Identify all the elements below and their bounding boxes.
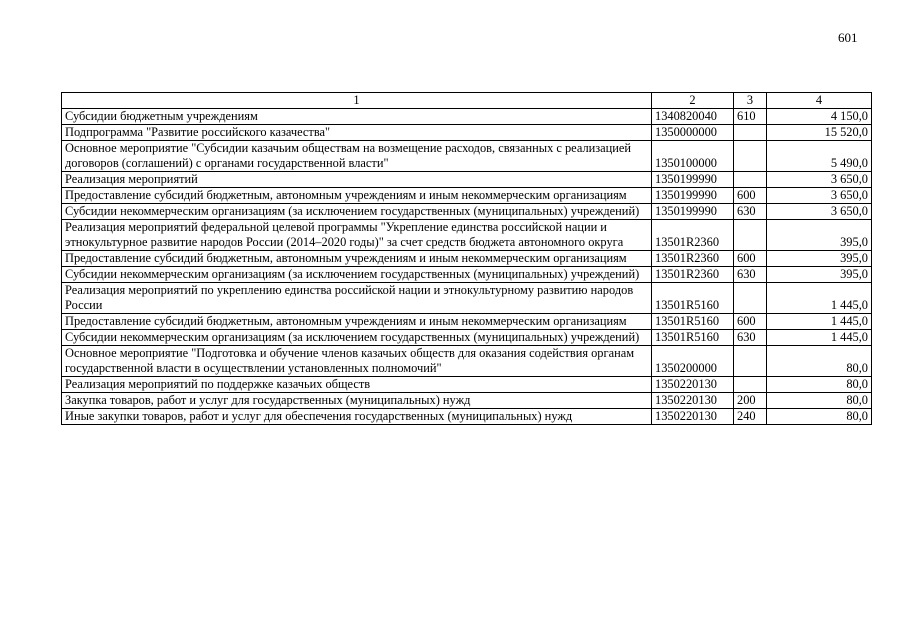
cell-name: Реализация мероприятий [62,172,652,188]
cell-type [734,125,767,141]
cell-code: 13501R5160 [652,330,734,346]
cell-amount: 1 445,0 [767,314,872,330]
table-row [62,188,872,204]
cell-type [734,346,767,377]
cell-name: Реализация мероприятий по укреплению единства российской нации и этнокультурному развитию народов России [62,283,652,314]
cell-name: Реализация мероприятий по поддержке казачьих обществ [62,377,652,393]
table-row [62,204,872,220]
cell-name: Предоставление субсидий бюджетным, автономным учреждениям и иным некоммерческим организациям [62,251,652,267]
cell-name: Основное мероприятие "Подготовка и обучение членов казачьих обществ для оказания содействия органам государственной власти в осуществлении установленных полномочий" [62,346,652,377]
cell-amount: 80,0 [767,346,872,377]
column-header-type: 3 [734,93,767,109]
cell-type [734,220,767,251]
table-row [62,141,872,172]
cell-code: 1350199990 [652,172,734,188]
cell-amount: 395,0 [767,267,872,283]
page-number: 601 [838,30,858,45]
cell-name: Закупка товаров, работ и услуг для государственных (муниципальных) нужд [62,393,652,409]
cell-amount: 15 520,0 [767,125,872,141]
column-header-code: 2 [652,93,734,109]
cell-code: 1350199990 [652,204,734,220]
cell-code: 1350220130 [652,393,734,409]
column-header-name: 1 [62,93,652,109]
cell-code: 13501R5160 [652,283,734,314]
cell-name: Субсидии некоммерческим организациям (за исключением государственных (муниципальных) учреждений) [62,267,652,283]
table-row [62,377,872,393]
cell-name: Подпрограмма "Развитие российского казачества" [62,125,652,141]
cell-name: Предоставление субсидий бюджетным, автономным учреждениям и иным некоммерческим организациям [62,314,652,330]
cell-type [734,172,767,188]
cell-type: 630 [734,330,767,346]
cell-type: 200 [734,393,767,409]
cell-name: Реализация мероприятий федеральной целевой программы "Укрепление единства российской нации и этнокультурное развитие народов России (2014–2020 годы)" за счет средств бюджета автономного округа [62,220,652,251]
cell-type: 600 [734,188,767,204]
cell-name: Предоставление субсидий бюджетным, автономным учреждениям и иным некоммерческим организациям [62,188,652,204]
cell-amount: 3 650,0 [767,188,872,204]
cell-type: 600 [734,314,767,330]
column-header-amount: 4 [767,93,872,109]
budget-table [61,92,872,425]
cell-type: 630 [734,267,767,283]
cell-name: Субсидии некоммерческим организациям (за исключением государственных (муниципальных) учреждений) [62,330,652,346]
cell-code: 1350199990 [652,188,734,204]
cell-name: Основное мероприятие "Субсидии казачьим обществам на возмещение расходов, связанных с реализацией договоров (соглашений) с органами государственной власти" [62,141,652,172]
cell-amount: 3 650,0 [767,172,872,188]
cell-name: Субсидии некоммерческим организациям (за исключением государственных (муниципальных) учреждений) [62,204,652,220]
cell-code: 1350100000 [652,141,734,172]
cell-code: 13501R2360 [652,251,734,267]
table-row [62,125,872,141]
cell-name: Иные закупки товаров, работ и услуг для обеспечения государственных (муниципальных) нужд [62,409,652,425]
table-row [62,283,872,314]
cell-amount: 80,0 [767,377,872,393]
table-row [62,393,872,409]
table-row [62,109,872,125]
cell-amount: 5 490,0 [767,141,872,172]
cell-code: 13501R5160 [652,314,734,330]
cell-code: 1350220130 [652,377,734,393]
cell-type: 630 [734,204,767,220]
cell-type: 240 [734,409,767,425]
table-row [62,220,872,251]
cell-amount: 1 445,0 [767,330,872,346]
cell-code: 1350000000 [652,125,734,141]
cell-code: 13501R2360 [652,267,734,283]
table-row [62,314,872,330]
cell-type: 600 [734,251,767,267]
cell-amount: 80,0 [767,409,872,425]
cell-amount: 4 150,0 [767,109,872,125]
cell-amount: 1 445,0 [767,283,872,314]
table-row [62,409,872,425]
table-row [62,267,872,283]
table-header-row [62,93,872,109]
cell-amount: 395,0 [767,220,872,251]
cell-type [734,283,767,314]
cell-code: 1350200000 [652,346,734,377]
cell-name: Субсидии бюджетным учреждениям [62,109,652,125]
table-row [62,251,872,267]
cell-type [734,377,767,393]
table-row [62,346,872,377]
cell-amount: 80,0 [767,393,872,409]
cell-type [734,141,767,172]
table-row [62,172,872,188]
cell-code: 1340820040 [652,109,734,125]
table-row [62,330,872,346]
cell-amount: 3 650,0 [767,204,872,220]
cell-code: 1350220130 [652,409,734,425]
cell-amount: 395,0 [767,251,872,267]
cell-code: 13501R2360 [652,220,734,251]
cell-type: 610 [734,109,767,125]
